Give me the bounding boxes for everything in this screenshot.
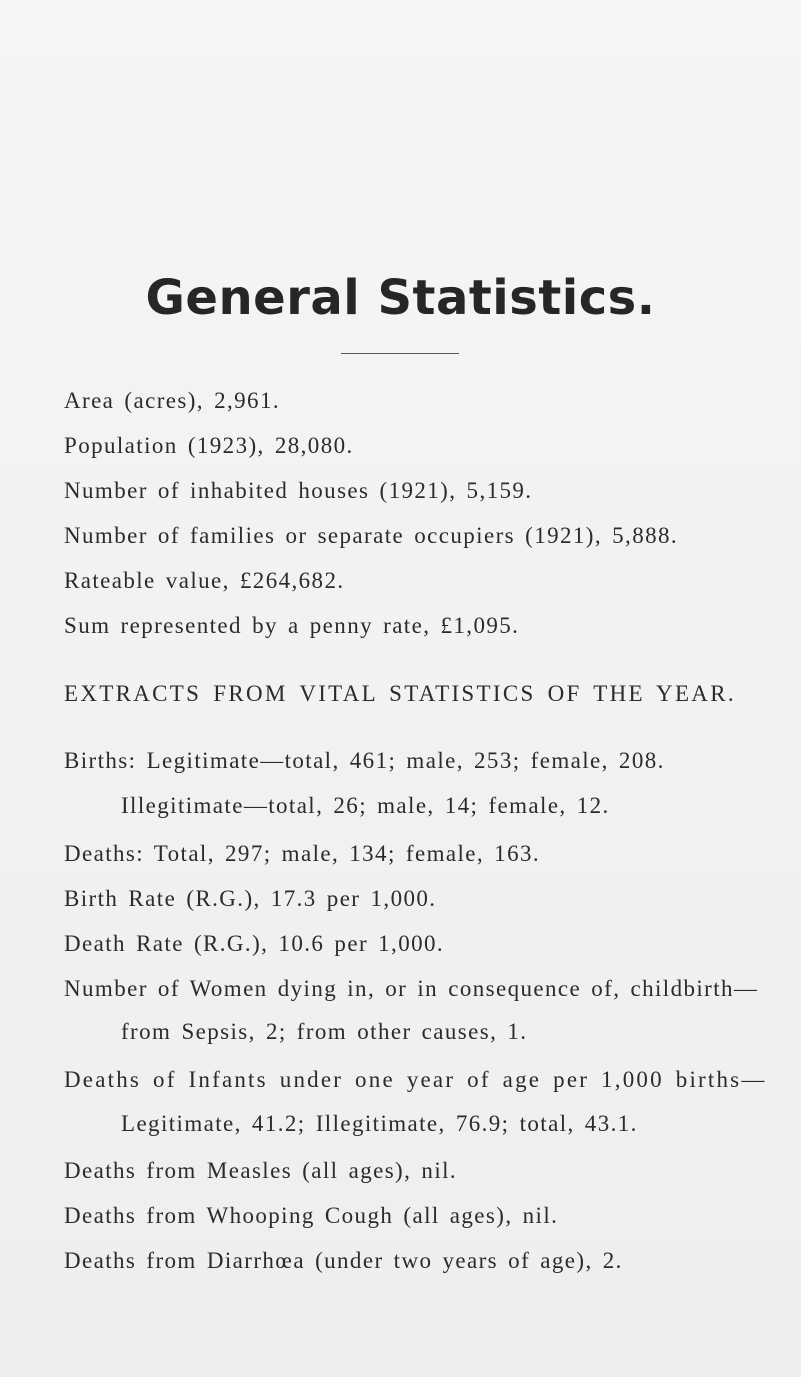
extracts-heading: EXTRACTS FROM VITAL STATISTICS OF THE YEAR. bbox=[64, 681, 736, 706]
births-legitimate-line: Births: Legitimate—total, 461; male, 253; female, 208. bbox=[64, 748, 665, 773]
birth-rate-line: Birth Rate (R.G.), 17.3 per 1,000. bbox=[64, 886, 437, 911]
infant-deaths-detail-line: Legitimate, 41.2; Illegitimate, 76.9; total, 43.1. bbox=[121, 1111, 638, 1136]
deaths-total-line: Deaths: Total, 297; male, 134; female, 163. bbox=[64, 841, 541, 866]
inhabited-houses-line: Number of inhabited houses (1921), 5,159. bbox=[64, 478, 533, 503]
rateable-value-line: Rateable value, £264,682. bbox=[64, 568, 345, 593]
population-line: Population (1923), 28,080. bbox=[64, 433, 354, 458]
infant-deaths-line: Deaths of Infants under one year of age per 1,000 births— bbox=[64, 1067, 767, 1092]
death-rate-line: Death Rate (R.G.), 10.6 per 1,000. bbox=[64, 931, 445, 956]
diarrhoea-line: Deaths from Diarrhœa (under two years of age), 2. bbox=[64, 1248, 623, 1273]
measles-line: Deaths from Measles (all ages), nil. bbox=[64, 1158, 458, 1183]
families-line: Number of families or separate occupiers (1921), 5,888. bbox=[64, 523, 679, 548]
page-title: General Statistics. bbox=[145, 270, 656, 326]
births-illegitimate-line: Illegitimate—total, 26; male, 14; female, 12. bbox=[121, 793, 610, 818]
title-divider bbox=[341, 353, 459, 354]
penny-rate-line: Sum represented by a penny rate, £1,095. bbox=[64, 613, 520, 638]
women-childbirth-line: Number of Women dying in, or in consequence of, childbirth— bbox=[64, 976, 759, 1001]
women-childbirth-detail-line: from Sepsis, 2; from other causes, 1. bbox=[121, 1019, 528, 1044]
area-line: Area (acres), 2,961. bbox=[64, 388, 280, 413]
whooping-cough-line: Deaths from Whooping Cough (all ages), nil. bbox=[64, 1203, 559, 1228]
